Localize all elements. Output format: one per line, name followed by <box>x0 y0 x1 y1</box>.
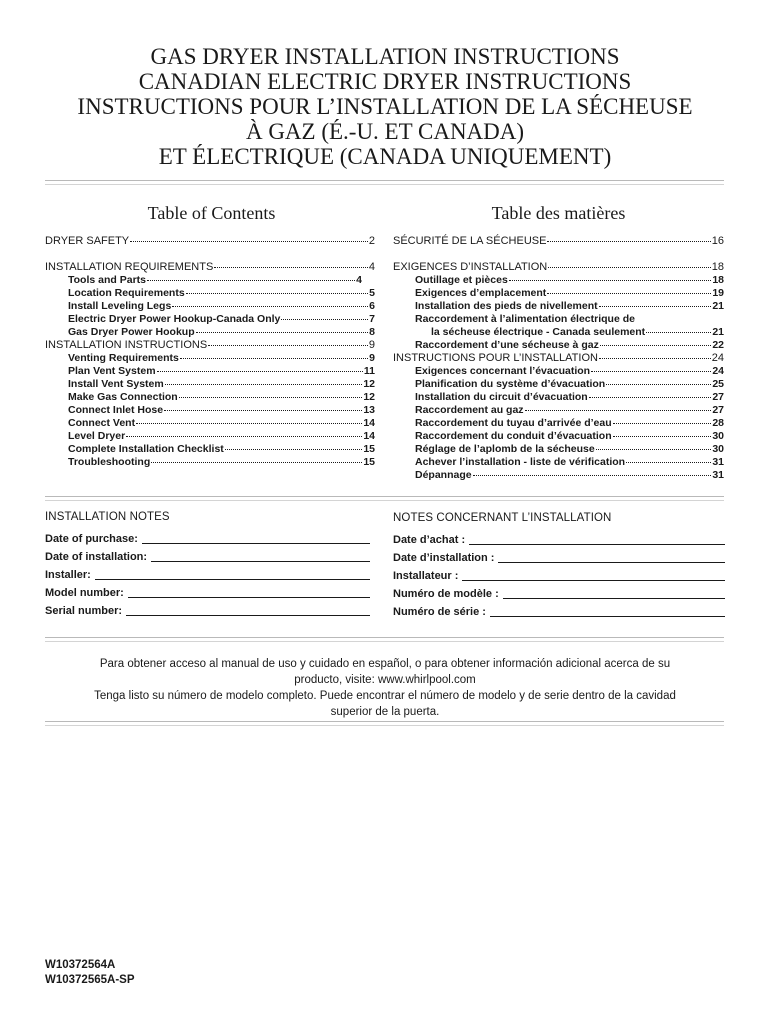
note-field[interactable] <box>45 533 370 545</box>
note-field-label: Installateur : <box>393 570 459 582</box>
toc-entry-page: 12 <box>363 391 375 403</box>
toc-entry <box>68 365 375 378</box>
toc-leader-dots <box>281 319 368 320</box>
note-field[interactable] <box>45 587 370 599</box>
note-field-line[interactable] <box>469 544 725 545</box>
toc-entry-page: 25 <box>712 378 724 390</box>
toc-entry <box>415 274 724 287</box>
toc-leader-dots <box>126 436 362 437</box>
toc-entry-page: 24 <box>711 352 724 364</box>
toc-leader-dots <box>151 462 362 463</box>
toc-entry-label: Exigences concernant l’évacuation <box>415 365 591 377</box>
toc-entry <box>68 430 375 443</box>
toc-heading-fr: Table des matières <box>491 203 626 223</box>
toc-leader-dots <box>548 267 711 268</box>
toc-entry <box>393 261 724 274</box>
toc-entry-page: 9 <box>369 352 375 364</box>
toc-entry-label: Dépannage <box>415 469 472 481</box>
toc-entry <box>68 456 375 469</box>
toc-entry <box>68 391 375 404</box>
toc-entry-label: Troubleshooting <box>68 456 151 468</box>
toc-leader-dots <box>591 371 711 372</box>
toc-leader-dots <box>130 241 368 242</box>
note-field-line[interactable] <box>95 579 370 580</box>
part-numbers <box>45 958 135 988</box>
toc-entry-label: Réglage de l’aplomb de la sécheuse <box>415 443 595 455</box>
note-field-line[interactable] <box>503 598 725 599</box>
toc-leader-dots <box>179 397 363 398</box>
toc-entry <box>68 378 375 391</box>
toc-entry-label: Achever l’installation - liste de vérification <box>415 456 626 468</box>
toc-entry-label: Exigences d’emplacement <box>415 287 547 299</box>
note-field-label: Date of purchase: <box>45 533 138 545</box>
divider <box>45 496 724 501</box>
note-field[interactable] <box>45 551 370 563</box>
toc-entry <box>415 417 724 430</box>
note-field-line[interactable] <box>126 615 370 616</box>
title-line: GAS DRYER INSTALLATION INSTRUCTIONS <box>150 44 620 69</box>
toc-entry-label: Complete Installation Checklist <box>68 443 224 455</box>
toc-entry-label: Installation du circuit d’évacuation <box>415 391 588 403</box>
document-title <box>0 44 770 169</box>
toc-entry <box>68 417 375 430</box>
toc-entry-label: INSTALLATION REQUIREMENTS <box>45 261 214 273</box>
toc-entry-page: 12 <box>363 378 375 390</box>
toc-entry <box>415 469 724 482</box>
toc-entry <box>415 339 724 352</box>
toc-leader-dots <box>589 397 712 398</box>
toc-entry-label: Raccordement à l’alimentation électrique de <box>415 313 635 325</box>
toc-entry-label: Tools and Parts <box>68 274 146 286</box>
toc-entry <box>415 430 724 443</box>
toc-entry <box>415 313 724 326</box>
note-field[interactable] <box>393 606 725 618</box>
divider <box>45 637 724 642</box>
toc-entry-page: 7 <box>369 313 375 325</box>
note-field[interactable] <box>393 552 725 564</box>
toc-leader-dots <box>225 449 363 450</box>
toc-entry <box>68 313 375 326</box>
toc-entry-page: 4 <box>368 261 375 273</box>
toc-entry-label: Connect Vent <box>68 417 136 429</box>
toc-entry <box>45 261 375 274</box>
toc-leader-dots <box>599 358 711 359</box>
toc-entry <box>415 287 724 300</box>
note-field-label: Date d’installation : <box>393 552 495 564</box>
title-line: ET ÉLECTRIQUE (CANADA UNIQUEMENT) <box>158 144 612 169</box>
note-field-line[interactable] <box>490 616 725 617</box>
toc-leader-dots <box>596 449 712 450</box>
divider <box>45 721 724 726</box>
toc-entry-page: 11 <box>363 365 375 377</box>
toc-entry-label: Raccordement au gaz <box>415 404 524 416</box>
toc-entry-page: 6 <box>369 300 375 312</box>
toc-entry <box>68 404 375 417</box>
toc-entry <box>45 339 375 352</box>
toc-entry-label: Gas Dryer Power Hookup <box>68 326 195 338</box>
toc-entry-label: Connect Inlet Hose <box>68 404 164 416</box>
installation-notes-heading: INSTALLATION NOTES <box>45 511 170 523</box>
note-field[interactable] <box>45 569 370 581</box>
toc-entry <box>415 378 724 391</box>
toc-entry-page: 2 <box>368 235 375 247</box>
title-line: INSTRUCTIONS POUR L’INSTALLATION DE LA SÉCHEUSE <box>77 94 693 119</box>
part-number: W10372564A <box>45 959 116 971</box>
toc-entry-label: INSTALLATION INSTRUCTIONS <box>45 339 208 351</box>
toc-entry-page: 9 <box>368 339 375 351</box>
toc-entry-label: Make Gas Connection <box>68 391 178 403</box>
toc-entry <box>68 352 375 365</box>
toc-entry-label: Electric Dryer Power Hookup-Canada Only <box>68 313 281 325</box>
toc-entry <box>393 235 724 248</box>
note-field-line[interactable] <box>151 561 370 562</box>
toc-leader-dots <box>186 293 368 294</box>
part-number: W10372565A-SP <box>45 974 135 986</box>
toc-entry-page: 5 <box>369 287 375 299</box>
toc-entry-label: INSTRUCTIONS POUR L’INSTALLATION <box>393 352 598 364</box>
toc-entry <box>415 391 724 404</box>
toc-entry-label: Venting Requirements <box>68 352 179 364</box>
toc-entry-page: 18 <box>712 274 724 286</box>
toc-entry <box>68 287 375 300</box>
note-field-label: Serial number: <box>45 605 123 617</box>
toc-leader-dots <box>547 241 710 242</box>
toc-entry-label: la sécheuse électrique - Canada seulement <box>431 326 646 338</box>
toc-entry-page: 31 <box>712 456 724 468</box>
toc-entry-label: Raccordement du conduit d’évacuation <box>415 430 612 442</box>
toc-entry-page: 21 <box>712 300 724 312</box>
title-line: CANADIAN ELECTRIC DRYER INSTRUCTIONS <box>138 69 632 94</box>
toc-entry <box>68 443 375 456</box>
note-field-label: Installer: <box>45 569 91 581</box>
toc-entry-page: 18 <box>711 261 724 273</box>
toc-entry-page: 14 <box>363 430 375 442</box>
toc-entry-page: 30 <box>712 430 724 442</box>
toc-entry <box>68 326 375 339</box>
toc-entry-page: 15 <box>363 456 375 468</box>
note-field-label: Date d’achat : <box>393 534 466 546</box>
toc-entry-page: 21 <box>712 326 724 338</box>
note-field-label: Date of installation: <box>45 551 148 563</box>
toc-entry-label: DRYER SAFETY <box>45 235 130 247</box>
toc-entry-page: 22 <box>712 339 724 351</box>
toc-entry <box>68 300 375 313</box>
toc-entry-page: 27 <box>712 404 724 416</box>
toc-leader-dots <box>509 280 712 281</box>
toc-entry-label: Raccordement du tuyau d’arrivée d’eau <box>415 417 612 429</box>
toc-leader-dots <box>136 423 362 424</box>
divider <box>45 180 724 185</box>
toc-entry-page: 8 <box>369 326 375 338</box>
toc-entry <box>415 365 724 378</box>
toc-entry-label: Level Dryer <box>68 430 126 442</box>
toc-leader-dots <box>613 436 712 437</box>
spanish-note-line: superior de la puerta. <box>330 706 440 718</box>
spanish-note-line: producto, visite: www.whirlpool.com <box>294 674 476 686</box>
toc-leader-dots <box>147 280 355 281</box>
installation-notes-heading-fr: NOTES CONCERNANT L’INSTALLATION <box>393 512 612 524</box>
toc-entry-label: Plan Vent System <box>68 365 156 377</box>
toc-leader-dots <box>525 410 712 411</box>
toc-entry <box>415 443 724 456</box>
toc-entry-page: 27 <box>712 391 724 403</box>
toc-entry-page: 15 <box>363 443 375 455</box>
toc-leader-dots <box>606 384 711 385</box>
note-field-line[interactable] <box>128 597 370 598</box>
toc-leader-dots <box>180 358 368 359</box>
toc-leader-dots <box>164 410 362 411</box>
toc-entry-page: 28 <box>712 417 724 429</box>
spanish-note-line: Para obtener acceso al manual de uso y cuidado en español, o para obtener información adicional acerca de su <box>99 658 671 670</box>
toc-leader-dots <box>172 306 368 307</box>
note-field[interactable] <box>45 605 370 617</box>
toc-entry-label: Location Requirements <box>68 287 185 299</box>
toc-entry <box>431 326 724 339</box>
toc-entry <box>393 352 724 365</box>
toc-entry-page: 19 <box>712 287 724 299</box>
note-field[interactable] <box>393 534 725 546</box>
toc-entry-page: 24 <box>712 365 724 377</box>
toc-entry-label: Outillage et pièces <box>415 274 508 286</box>
toc-entry-page: 16 <box>711 235 724 247</box>
toc-entry-label: Install Vent System <box>68 378 164 390</box>
toc-entry <box>415 456 724 469</box>
toc-entry-page: 4 <box>356 274 362 286</box>
note-field[interactable] <box>393 570 725 582</box>
toc-entry <box>415 300 724 313</box>
toc-leader-dots <box>214 267 368 268</box>
note-field-line[interactable] <box>498 562 725 563</box>
toc-leader-dots <box>473 475 712 476</box>
toc-entry <box>415 404 724 417</box>
toc-leader-dots <box>646 332 711 333</box>
toc-entry <box>45 235 375 248</box>
toc-leader-dots <box>600 345 711 346</box>
toc-entry-page: 30 <box>712 443 724 455</box>
note-field-line[interactable] <box>462 580 725 581</box>
toc-entry-label: EXIGENCES D’INSTALLATION <box>393 261 548 273</box>
toc-leader-dots <box>613 423 712 424</box>
toc-entry-label: Installation des pieds de nivellement <box>415 300 598 312</box>
toc-leader-dots <box>208 345 368 346</box>
spanish-note-line: Tenga listo su número de modelo completo. Puede encontrar el número de modelo y de serie dentro de la cavidad <box>94 690 676 702</box>
toc-entry-label: Raccordement d’une sécheuse à gaz <box>415 339 599 351</box>
note-field-line[interactable] <box>142 543 370 544</box>
toc-leader-dots <box>196 332 369 333</box>
toc-entry-label: Planification du système d’évacuation <box>415 378 606 390</box>
toc-entry-page: 14 <box>363 417 375 429</box>
toc-leader-dots <box>157 371 363 372</box>
note-field-label: Numéro de série : <box>393 606 486 618</box>
spanish-note <box>60 656 710 720</box>
toc-entry-page: 31 <box>712 469 724 481</box>
toc-leader-dots <box>547 293 711 294</box>
toc-leader-dots <box>165 384 363 385</box>
toc-entry <box>68 274 362 287</box>
toc-heading-en: Table of Contents <box>147 203 276 223</box>
toc-entry-page: 13 <box>363 404 375 416</box>
title-line: À GAZ (É.-U. ET CANADA) <box>245 119 525 144</box>
toc-leader-dots <box>599 306 712 307</box>
toc-entry-label: SÉCURITÉ DE LA SÉCHEUSE <box>393 235 547 247</box>
toc-leader-dots <box>626 462 711 463</box>
note-field[interactable] <box>393 588 725 600</box>
toc-entry-label: Install Leveling Legs <box>68 300 172 312</box>
note-field-label: Numéro de modèle : <box>393 588 499 600</box>
note-field-label: Model number: <box>45 587 124 599</box>
